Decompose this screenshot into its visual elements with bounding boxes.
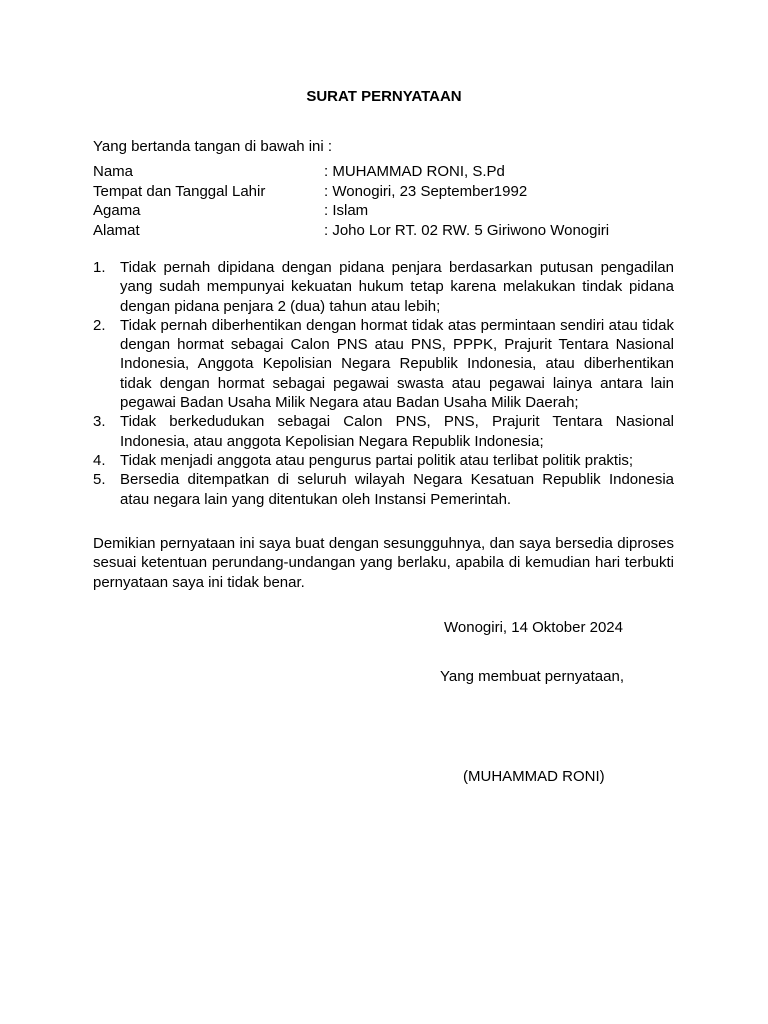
statement-number: 4. — [93, 451, 106, 469]
statement-text: Tidak berkedudukan sebagai Calon PNS, PNS, Prajurit Tentara Nasional Indonesia, atau anggota Kepolisian Negara Republik Indonesia; — [120, 413, 674, 450]
statement-text: Bersedia ditempatkan di seluruh wilayah Negara Kesatuan Republik Indonesia atau negara lain yang ditentukan oleh Instansi Pemerintah. — [120, 471, 674, 508]
statement-text: Tidak pernah dipidana dengan pidana penjara berdasarkan putusan pengadilan yang sudah mempunyai kekuatan hukum tetap karena melakukan tindak pidana dengan pidana penjara 2 (dua) tahun atau lebih; — [120, 259, 674, 315]
statement-number: 5. — [93, 471, 106, 489]
identity-label: Agama — [93, 202, 141, 219]
statement-text: Tidak menjadi anggota atau pengurus partai politik atau terlibat politik praktis; — [120, 451, 634, 469]
identity-label: Nama — [93, 163, 134, 180]
statement-item — [93, 258, 674, 316]
intro-text: Yang bertanda tangan di bawah ini : — [93, 138, 333, 155]
statement-item — [93, 316, 674, 412]
document-title: SURAT PERNYATAAN — [306, 88, 462, 105]
statement-item — [93, 451, 674, 470]
statement-list — [93, 258, 674, 509]
closing-paragraph: Demikian pernyataan ini saya buat dengan sesungguhnya, dan saya bersedia diproses sesuai ketentuan perundang-undangan yang berlaku, apabila di kemudian hari terbukti pernyataan saya ini tidak benar. — [93, 535, 674, 591]
maker-label: Yang membuat pernyataan, — [440, 668, 625, 685]
statement-number: 3. — [93, 413, 106, 431]
identity-value: : MUHAMMAD RONI, S.Pd — [324, 163, 505, 180]
identity-row-ttl — [93, 182, 693, 202]
statement-number: 2. — [93, 316, 106, 334]
place-date: Wonogiri, 14 Oktober 2024 — [444, 619, 623, 636]
identity-row-nama — [93, 162, 693, 182]
identity-value: : Joho Lor RT. 02 RW. 5 Giriwono Wonogiri — [324, 221, 610, 239]
identity-value: : Islam — [324, 202, 369, 219]
statement-text: Tidak pernah diberhentikan dengan hormat tidak atas permintaan sendiri atau tidak dengan hormat sebagai Calon PNS atau PNS, PPPK, Prajurit Tentara Nasional Indonesia, Anggota Kepolisian Negara Republik Indonesia, atau diberhentikan tidak dengan hormat sebagai pegawai swasta atau pegawai lainya antara lain pegawai Badan Usaha Milik Negara atau Badan Usaha Milik Daerah; — [120, 316, 674, 412]
identity-label: Alamat — [93, 221, 140, 239]
statement-item — [93, 470, 674, 509]
identity-row-agama — [93, 201, 693, 221]
identity-label: Tempat dan Tanggal Lahir — [93, 182, 266, 200]
identity-value: : Wonogiri, 23 September1992 — [324, 182, 528, 200]
identity-row-alamat — [93, 221, 693, 241]
signer-name: (MUHAMMAD RONI) — [463, 768, 605, 785]
identity-table — [93, 162, 693, 240]
statement-item — [93, 412, 674, 451]
statement-number: 1. — [93, 259, 106, 276]
